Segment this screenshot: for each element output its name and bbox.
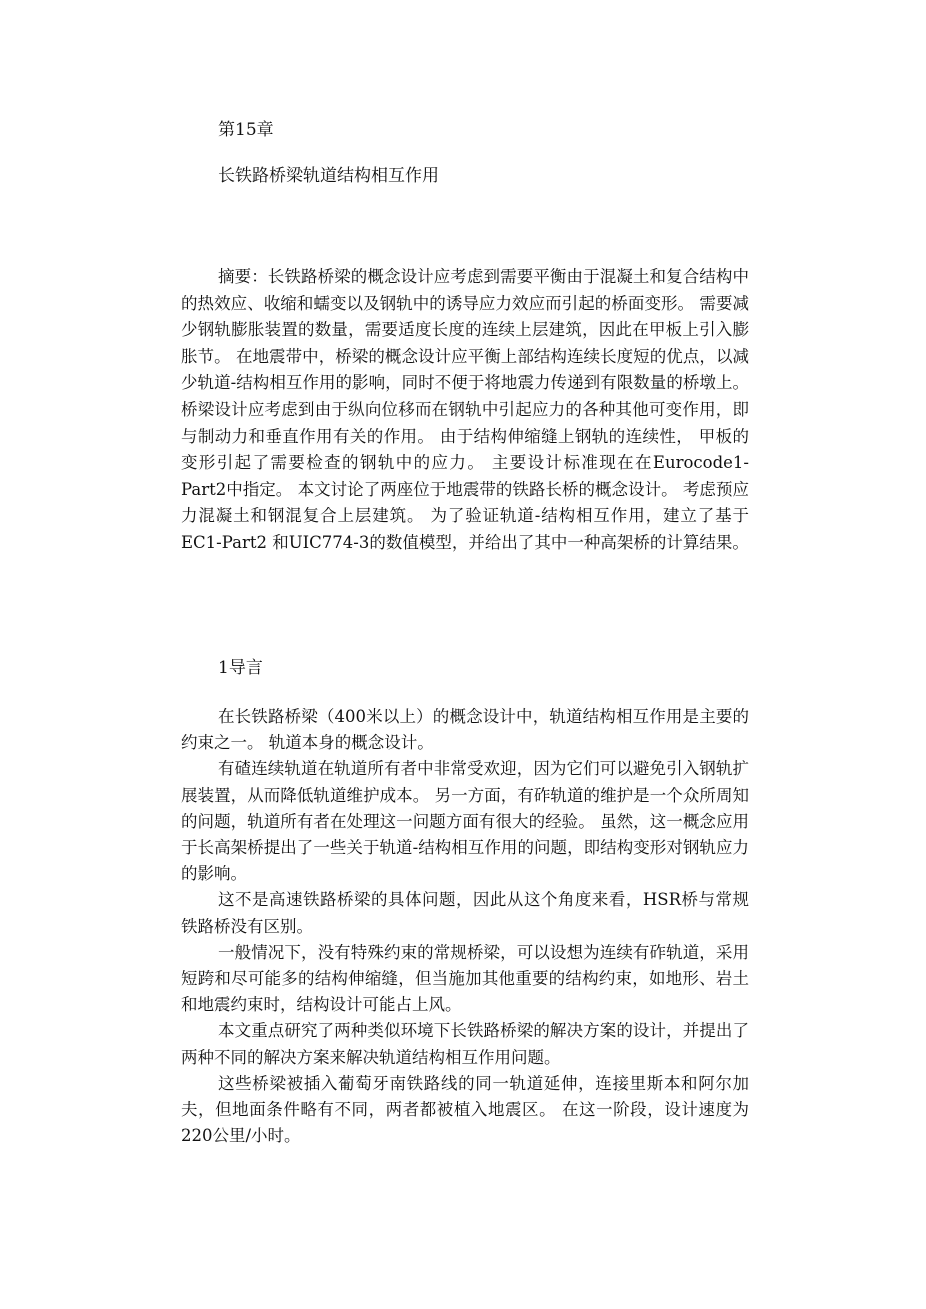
- chapter-label: 第15章: [218, 120, 274, 140]
- body-paragraph: 有碴连续轨道在轨道所有者中非常受欢迎，因为它们可以避免引入钢轨扩展装置，从而降低轨道维护成本。 另一方面，有砟轨道的维护是一个众所周知的问题，轨道所有者在处理这一问题方面有很大的经验。 虽然，这一概念应用于长高架桥提出了一些关于轨道-结构相互作用的问题，即结构变形对钢轨应力的影响。: [181, 759, 749, 884]
- body-paragraph: 在长铁路桥梁（400米以上）的概念设计中，轨道结构相互作用是主要的约束之一。 轨道本身的概念设计。: [181, 707, 749, 753]
- body-paragraph: 本文重点研究了两种类似环境下长铁路桥梁的解决方案的设计，并提出了两种不同的解决方案来解决轨道结构相互作用问题。: [181, 1021, 749, 1067]
- chapter-title: 长铁路桥梁轨道结构相互作用: [218, 166, 439, 186]
- body-paragraph: 这些桥梁被插入葡萄牙南铁路线的同一轨道延伸，连接里斯本和阿尔加夫，但地面条件略有不同，两者都被植入地震区。 在这一阶段，设计速度为220公里/小时。: [181, 1073, 749, 1146]
- abstract-paragraph: 摘要：长铁路桥梁的概念设计应考虑到需要平衡由于混凝土和复合结构中的热效应、收缩和蠕变以及钢轨中的诱导应力效应而引起的桥面变形。 需要减少钢轨膨胀装置的数量，需要适度长度的连续上层建筑，因此在甲板上引入膨胀节。 在地震带中，桥梁的概念设计应平衡上部结构连续长度短的优点，以减少轨道-结构相互作用的影响，同时不便于将地震力传递到有限数量的桥墩上。 桥梁设计应考虑到由于纵向位移而在钢轨中引起应力的各种其他可变作用，即与制动力和垂直作用有关的作用。 由于结构伸缩缝上钢轨的连续性， 甲板的变形引起了需要检查的钢轨中的应力。 主要设计标准现在在Eurocode1-Part2中指定。 本文讨论了两座位于地震带的铁路长桥的概念设计。 考虑预应力混凝土和钢混复合上层建筑。 为了验证轨道-结构相互作用，建立了基于EC1-Part2 和UIC774-3的数值模型，并给出了其中一种高架桥的计算结果。: [181, 267, 749, 552]
- section-heading: 1导言: [218, 658, 263, 678]
- body-paragraph: 一般情况下，没有特殊约束的常规桥梁，可以设想为连续有砟轨道，采用短跨和尽可能多的结构伸缩缝，但当施加其他重要的结构约束，如地形、岩土和地震约束时，结构设计可能占上风。: [181, 942, 749, 1015]
- body-paragraph: 这不是高速铁路桥梁的具体问题，因此从这个角度来看，HSR桥与常规铁路桥没有区别。: [181, 890, 749, 936]
- section-body: [181, 704, 749, 1149]
